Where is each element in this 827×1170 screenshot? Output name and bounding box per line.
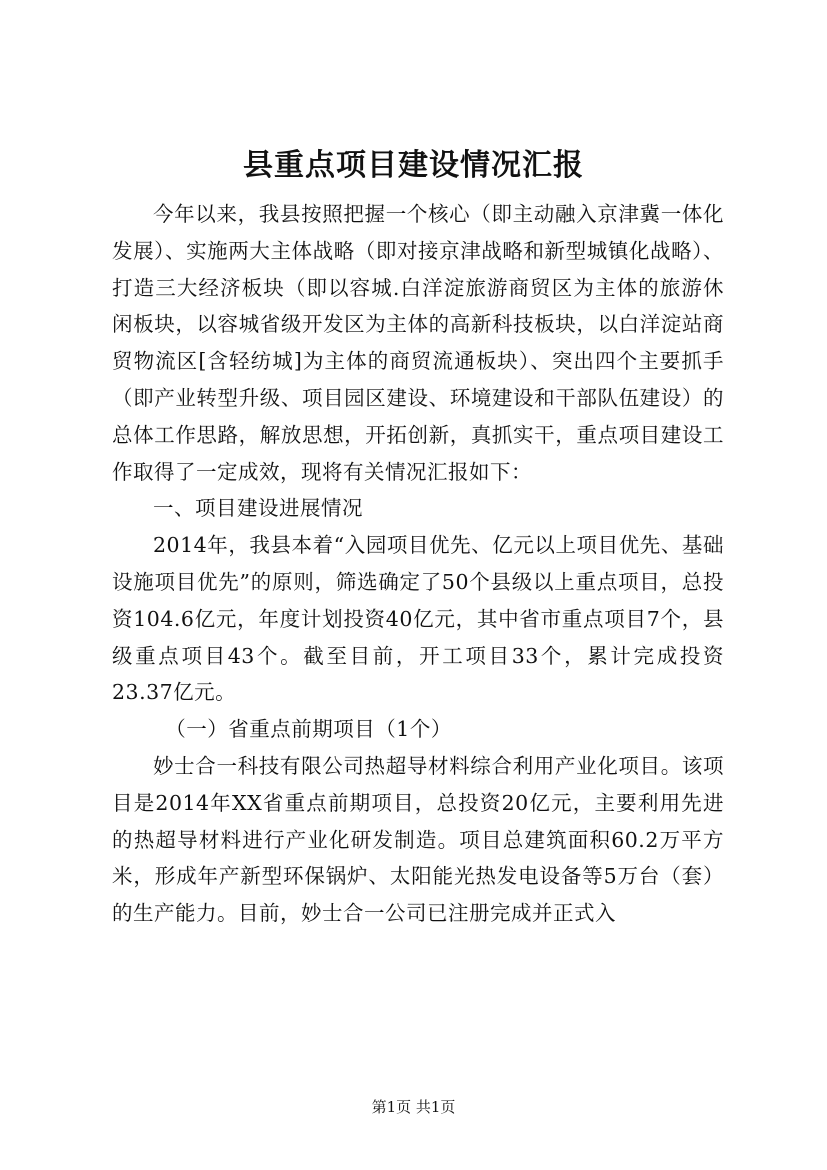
paragraph-progress: 2014年，我县本着“入园项目优先、亿元以上项目优先、基础设施项目优先”的原则，筛选确定了50个县级以上重点项目，总投资104.6亿元，年度计划投资40亿元，其中省市重点项目7个，县级重点项目43个。截至目前，开工项目33个，累计完成投资23.37亿元。 bbox=[112, 533, 724, 705]
page-footer: 第1页 共1页 bbox=[371, 1098, 456, 1116]
subsection-heading: （一）省重点前期项目（1个） bbox=[165, 717, 452, 742]
page-title: 县重点项目建设情况汇报 bbox=[243, 148, 584, 183]
document-body bbox=[112, 196, 724, 932]
section-heading: 一、项目建设进展情况 bbox=[153, 496, 363, 521]
paragraph-intro: 今年以来，我县按照把握一个核心（即主动融入京津冀一体化发展）、实施两大主体战略（即对接京津战略和新型城镇化战略）、打造三大经济板块（即以容城.白洋淀旅游商贸区为主体的旅游休闲板块，以容城省级开发区为主体的高新科技板块，以白洋淀站商贸物流区[含轻纺城]为主体的商贸流通板块）、突出四个主要抓手（即产业转型升级、项目园区建设、环境建设和干部队伍建设）的总体工作思路，解放思想，开拓创新，真抓实干，重点项目建设工作取得了一定成效，现将有关情况汇报如下： bbox=[112, 202, 724, 484]
paragraph-project: 妙士合一科技有限公司热超导材料综合利用产业化项目。该项目是2014年XX省重点前期项目，总投资20亿元，主要利用先进的热超导材料进行产业化研发制造。项目总建筑面积60.2万平方米，形成年产新型环保锅炉、太阳能光热发电设备等5万台（套）的生产能力。目前，妙士合一公司已注册完成并正式入 bbox=[112, 753, 724, 926]
